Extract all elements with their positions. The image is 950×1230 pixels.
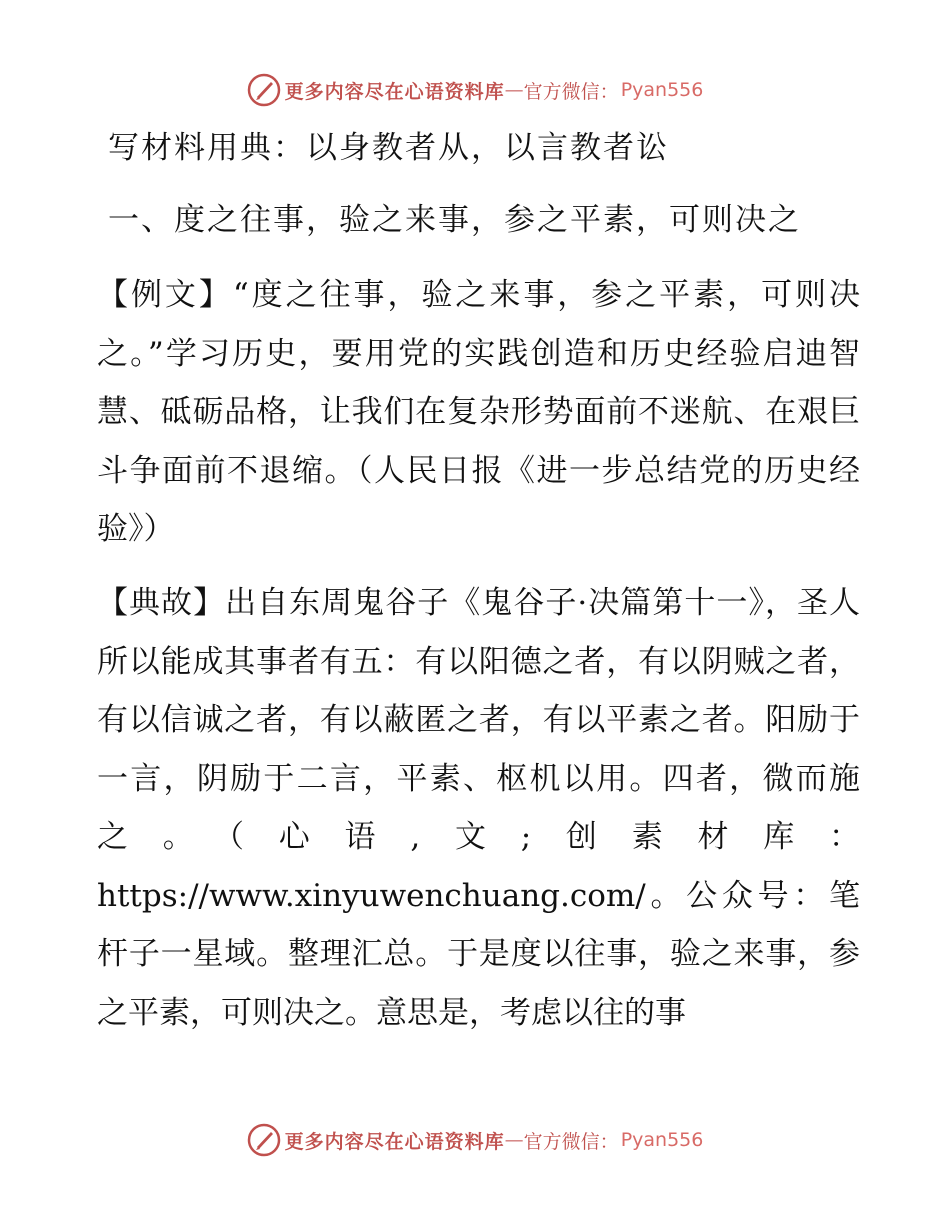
watermark-wechat-label: 官方微信： bbox=[523, 1130, 619, 1153]
allusion-paragraph: 【典故】出自东周鬼谷子《鬼谷子·决篇第十一》，圣人所以能成其事者有五：有以阳德之者，有以阴贼之者，有以信诚之者，有以蔽匿之者，有以平素之者。阳励于一言，阴励于二言，平素、枢机以用。四者，微而施之。（心语,文;创素材库：https://www.xinyuwenchuang.com/。公众号：笔杆子一星域。整理汇总。于是度以往事，验之来事，参之平素，可则决之。意思是，考虑以往的事 bbox=[97, 585, 860, 1031]
watermark-wechat-id: Pyan556 bbox=[620, 1129, 704, 1151]
document-title: 写材料用典：以身教者从，以言教者讼 bbox=[108, 130, 669, 166]
watermark-brand: 更多内容尽在心语资料库 bbox=[284, 80, 505, 103]
footer-watermark-banner bbox=[0, 1120, 950, 1160]
example-paragraph: 【例文】“度之往事，验之来事，参之平素，可则决之。”学习历史，要用党的实践创造和历史经验启迪智慧、砥砺品格，让我们在复杂形势面前不迷航、在艰巨斗争面前不退缩。（人民日报《进一步总结党的历史经验》） bbox=[97, 277, 860, 547]
quill-pen-circle-icon bbox=[247, 73, 281, 107]
watermark-separator: — bbox=[504, 1129, 524, 1151]
section-heading: 一、度之往事，验之来事，参之平素，可则决之 bbox=[108, 202, 801, 238]
watermark-wechat-id: Pyan556 bbox=[620, 79, 704, 101]
watermark-wechat-label: 官方微信： bbox=[523, 80, 619, 103]
watermark-separator: — bbox=[504, 79, 524, 101]
header-watermark-banner bbox=[0, 70, 950, 110]
quill-pen-circle-icon bbox=[247, 1123, 281, 1157]
watermark-brand: 更多内容尽在心语资料库 bbox=[284, 1130, 505, 1153]
